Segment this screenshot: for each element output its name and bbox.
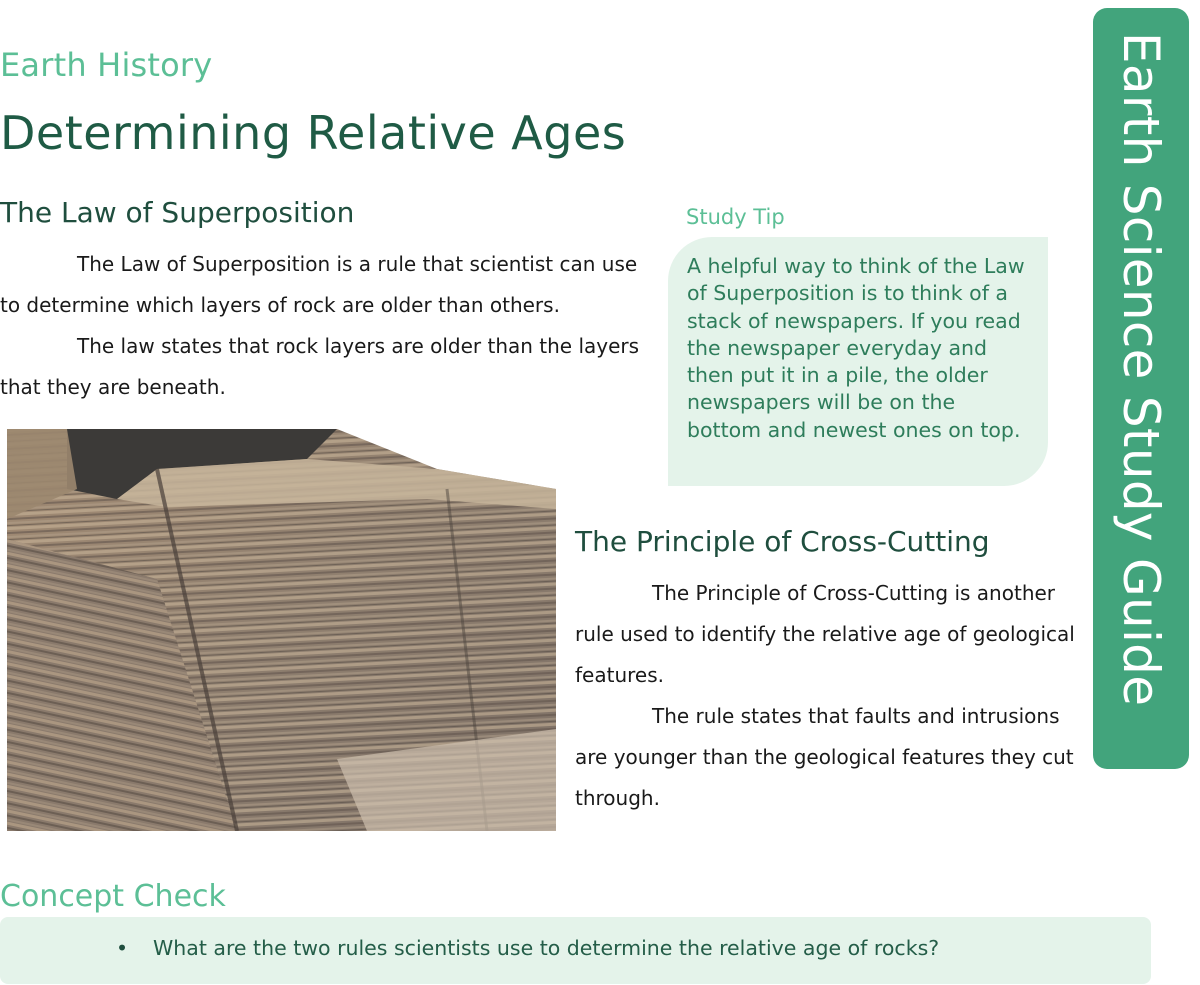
study-tip-text: A helpful way to think of the Law of Superposition is to think of a stack of newspapers. If you read the newspaper everyday and then put it in a pile, the older newspapers will be on the bottom and newest ones on top. [687, 254, 1025, 442]
study-tip-box [668, 237, 1048, 486]
superposition-paragraph: The Law of Superposition is a rule that scientist can use to determine which layers of rock are older than others. [0, 252, 638, 317]
superposition-text [0, 244, 660, 408]
bullet-icon: • [116, 936, 129, 960]
list-item [116, 936, 940, 960]
page-title: Determining Relative Ages [0, 106, 627, 160]
superposition-heading: The Law of Superposition [0, 196, 355, 229]
superposition-paragraph: The law states that rock layers are older than the layers that they are beneath. [0, 334, 640, 399]
side-tab [1093, 8, 1189, 769]
cross-cutting-text [575, 573, 1075, 819]
study-tip-label: Study Tip [686, 205, 785, 229]
concept-check-box [0, 917, 1151, 984]
rock-strata-photo [7, 429, 556, 831]
cross-cutting-heading: The Principle of Cross-Cutting [575, 525, 990, 558]
concept-check-heading: Concept Check [0, 879, 226, 914]
section-kicker: Earth History [0, 46, 213, 84]
cross-cutting-paragraph: The rule states that faults and intrusions are younger than the geological features they cut through. [575, 704, 1074, 810]
concept-question: What are the two rules scientists use to determine the relative age of rocks? [153, 936, 940, 960]
side-tab-label: Earth Science Study Guide [1112, 32, 1170, 707]
cross-cutting-paragraph: The Principle of Cross-Cutting is another rule used to identify the relative age of geological features. [575, 581, 1075, 687]
